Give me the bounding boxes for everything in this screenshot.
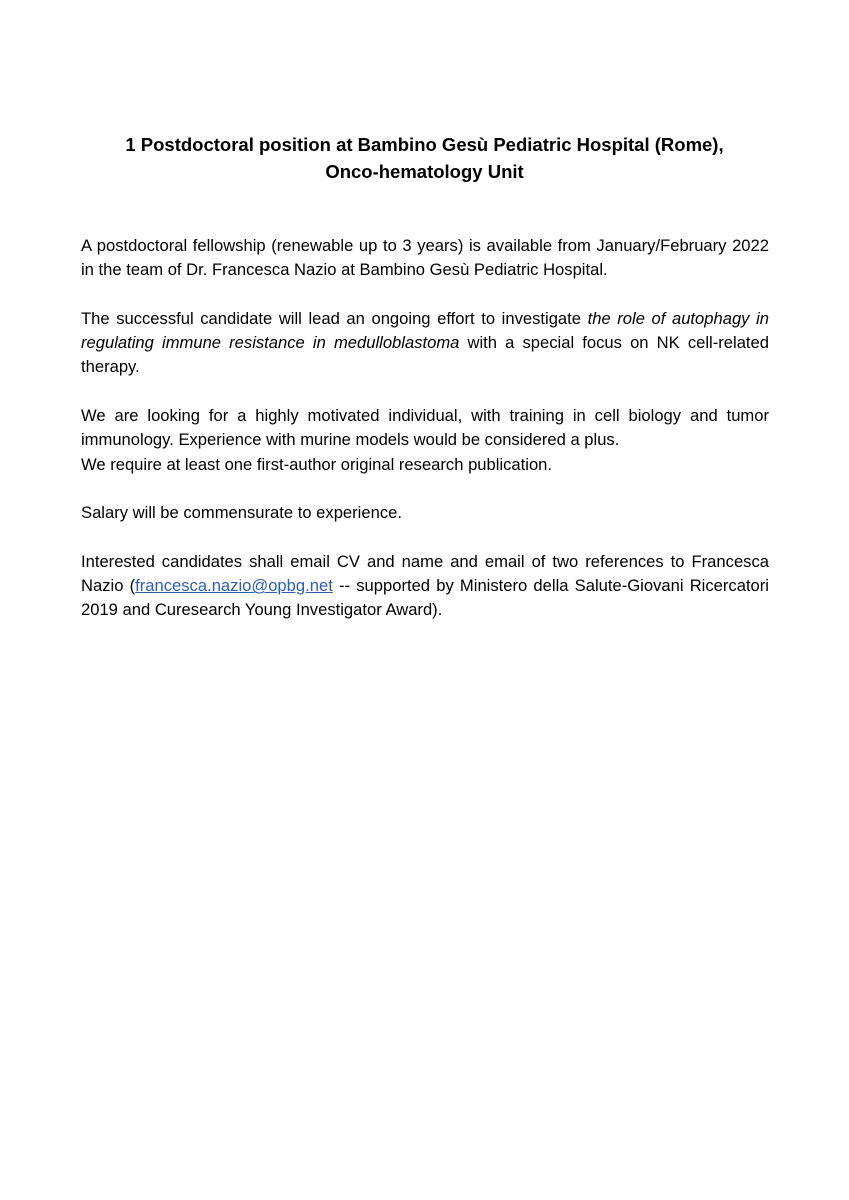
paragraph-requirements [81,404,769,477]
paragraph-project-intro: The successful candidate will lead an ongoing effort to investigate [81,308,588,328]
application-funding: -- supported by Ministero della Salute-Giovani Ricercatori 2019 and Curesearch Young Investigator Award). [81,576,769,620]
email-link[interactable]: francesca.nazio@opbg.net [135,576,333,596]
requirements-line-2: We require at least one first-author original research publication. [81,454,553,474]
project-topic-emphasis: the role of autophagy in regulating immune resistance in medulloblastoma [81,308,769,353]
page-title [60,131,789,185]
document-body [81,234,769,647]
application-intro: Interested candidates shall email CV and name and email of two references to Francesca Nazio ( [81,551,769,596]
requirements-line-1: We are looking for a highly motivated individual, with training in cell biology and tumor immunology. Experience with murine models would be considered a plus. [81,406,769,450]
title-line-1: 1 Postdoctoral position at Bambino Gesù Pediatric Hospital (Rome), [125,134,724,155]
paragraph-project-focus: with a special focus on NK cell-related therapy. [81,333,769,377]
paragraph-project [81,307,769,380]
paragraph-salary: Salary will be commensurate to experience. [81,503,402,523]
paragraph-application [81,550,769,623]
title-line-2: Onco-hematology Unit [325,161,524,182]
paragraph-availability: A postdoctoral fellowship (renewable up to 3 years) is available from January/February 2022 in the team of Dr. Francesca Nazio at Bambino Gesù Pediatric Hospital. [81,236,769,280]
